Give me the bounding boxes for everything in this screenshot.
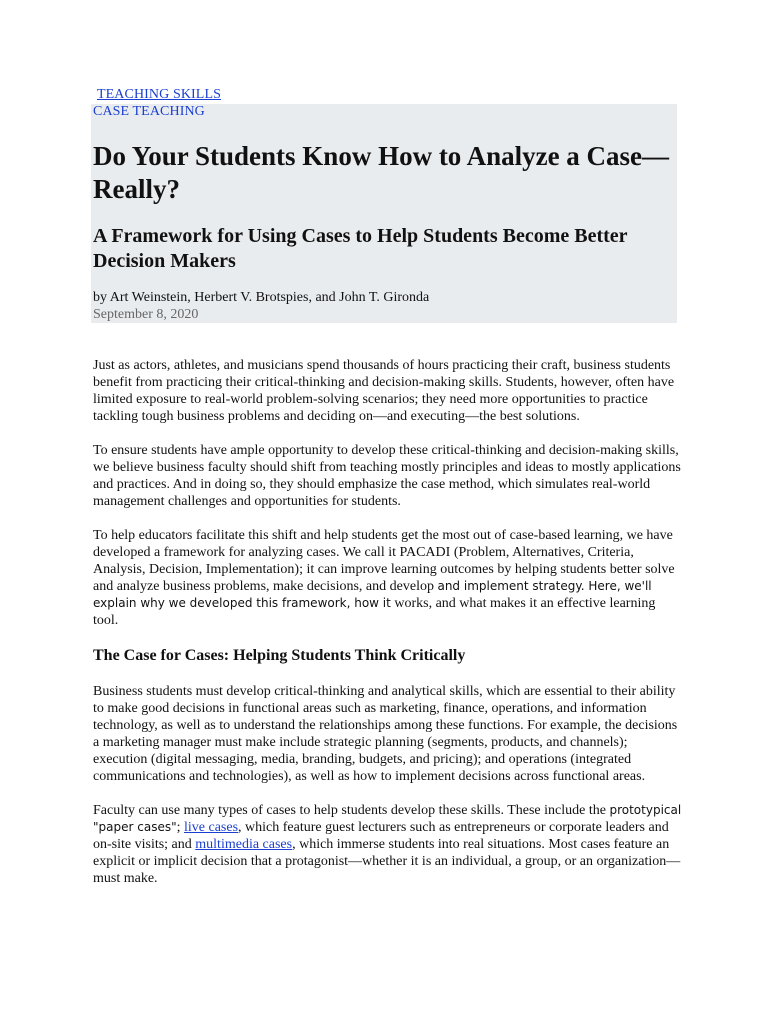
paragraph-5-text-c: ; <box>176 820 184 835</box>
paragraph-3-text-a: To help educators facilitate this shift and help students get the most out of case-based learning, we have developed a framework for analyzing cases. We call it PACADI (Problem, Alternatives, Criteria, Analysis, Decision, Implementation); it can improve learning outcomes by helping students better solve and analyze business problems, make decisions, and develop <box>93 528 675 594</box>
article-byline: by Art Weinstein, Herbert V. Brotspies, and John T. Gironda <box>93 290 430 305</box>
paragraph-4: Business students must develop critical-thinking and analytical skills, which are essential to their ability to make good decisions in functional areas such as marketing, finance, operations, and information technology, as well as to understand the relationships among these functions. For example, the decisions a marketing manager must make include strategic planning (segments, products, and channels); execution (digital messaging, media, branding, budgets, and pricing); and operations (integrated communications and technologies), as well as how to implement decisions across functional areas. <box>93 684 678 784</box>
paragraph-5-text-b: prototypical "paper cases" <box>93 803 682 834</box>
article-date: September 8, 2020 <box>93 307 199 322</box>
article-header <box>91 104 677 323</box>
live-cases-link[interactable]: live cases <box>184 820 239 835</box>
topic-link-case-teaching[interactable]: CASE TEACHING <box>93 104 205 119</box>
multimedia-cases-link[interactable]: multimedia cases <box>195 837 293 852</box>
paragraph-5-text-e: , which immerse students into real situations. Most cases feature an explicit or implicit decision that a protagonist—whether it is an individual, a group, or an organization—must make. <box>93 837 681 886</box>
article-subtitle: A Framework for Using Cases to Help Students Become Better Decision Makers <box>93 225 628 272</box>
article-title: Do Your Students Know How to Analyze a Case—Really? <box>93 141 670 204</box>
article-body <box>93 357 683 904</box>
paragraph-1: Just as actors, athletes, and musicians spend thousands of hours practicing their craft, business students benefit from practicing their critical-thinking and decision-making skills. Students, however, often have limited exposure to real-world problem-solving scenarios; they need more opportunities to practice tackling tough business problems and deciding on—and executing—the best solutions. <box>93 358 675 424</box>
paragraph-5 <box>93 802 683 887</box>
paragraph-3-text-b: and implement strategy. Here, we'll explain why we developed this framework, how it <box>93 579 652 610</box>
paragraph-5-text-a: Faculty can use many types of cases to help students develop these skills. These include the <box>93 803 610 818</box>
paragraph-5-text-d: , which feature guest lecturers such as entrepreneurs or corporate leaders and on-site visits; and <box>93 820 669 852</box>
topic-link-teaching-skills[interactable]: TEACHING SKILLS <box>97 87 221 102</box>
paragraph-2: To ensure students have ample opportunity to develop these critical-thinking and decision-making skills, we believe business faculty should shift from teaching mostly principles and ideas to mostly applications and practices. And in doing so, they should emphasize the case method, which simulates real-world management challenges and opportunities for students. <box>93 443 681 509</box>
paragraph-3-text-c: works, and what makes it an effective learning tool. <box>93 596 656 628</box>
paragraph-3 <box>93 527 683 629</box>
section-heading: The Case for Cases: Helping Students Think Critically <box>93 647 466 664</box>
